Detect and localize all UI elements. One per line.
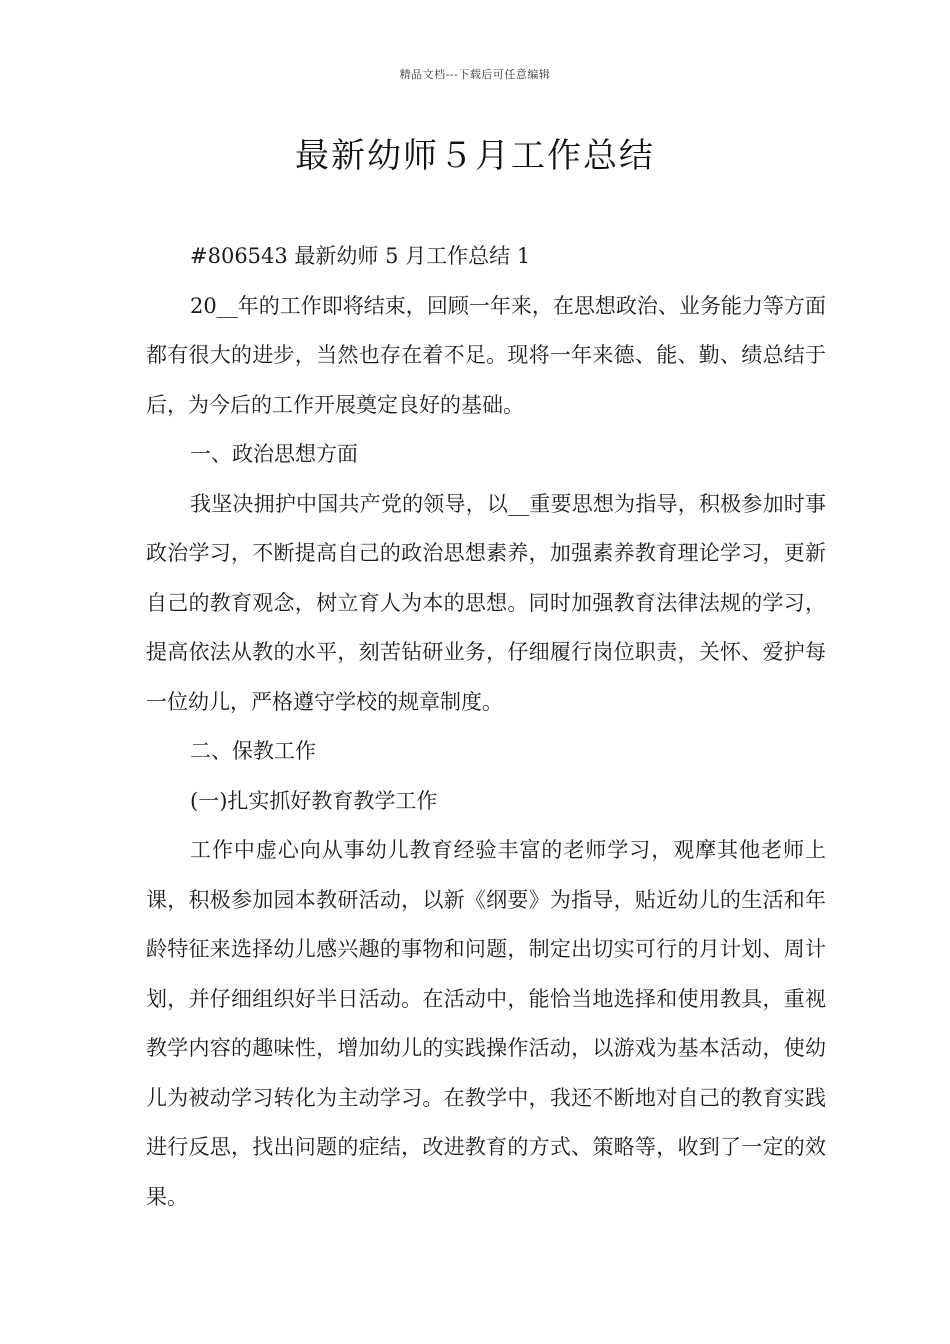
paragraph-teaching: 工作中虚心向从事幼儿教育经验丰富的老师学习，观摩其他老师上课，积极参加园本教研活动，以新《纲要》为指导，贴近幼儿的生活和年龄特征来选择幼儿感兴趣的事物和问题，制定出切实可行的月计划、周计划，并仔细组织好半日活动。在活动中，能恰当地选择和使用教具，重视教学内容的趣味性，增加幼儿的实践操作活动，以游戏为基本活动，使幼儿为被动学习转化为主动学习。在教学中，我还不断地对自己的教育实践进行反思，找出问题的症结，改进教育的方式、策略等，收到了一定的效果。 (146, 838, 826, 1209)
header-note: 精品文档---下载后可任意编辑 (399, 68, 551, 81)
section-heading-teaching: 二、保教工作 (190, 739, 316, 763)
paragraph-intro: 20__年的工作即将结束，回顾一年来，在思想政治、业务能力等方面都有很大的进步，当然也存在着不足。现将一年来德、能、勤、绩总结于后，为今后的工作开展奠定良好的基础。 (146, 293, 826, 417)
document-body (146, 232, 826, 1222)
document-title: 最新幼师５月工作总结 (295, 136, 655, 176)
subsection-heading-teaching: (一)扎实抓好教育教学工作 (190, 788, 438, 813)
paragraph-politics: 我坚决拥护中国共产党的领导，以__重要思想为指导，积极参加时事政治学习，不断提高自己的政治思想素养，加强素养教育理论学习，更新自己的教育观念，树立育人为本的思想。同时加强教育法律法规的学习，提高依法从教的水平，刻苦钻研业务，仔细履行岗位职责，关怀、爱护每一位幼儿，严格遵守学校的规章制度。 (146, 491, 826, 714)
section-heading-politics: 一、政治思想方面 (190, 442, 358, 466)
paragraph-heading-ref: #806543 最新幼师 5 月工作总结 1 (190, 244, 531, 268)
